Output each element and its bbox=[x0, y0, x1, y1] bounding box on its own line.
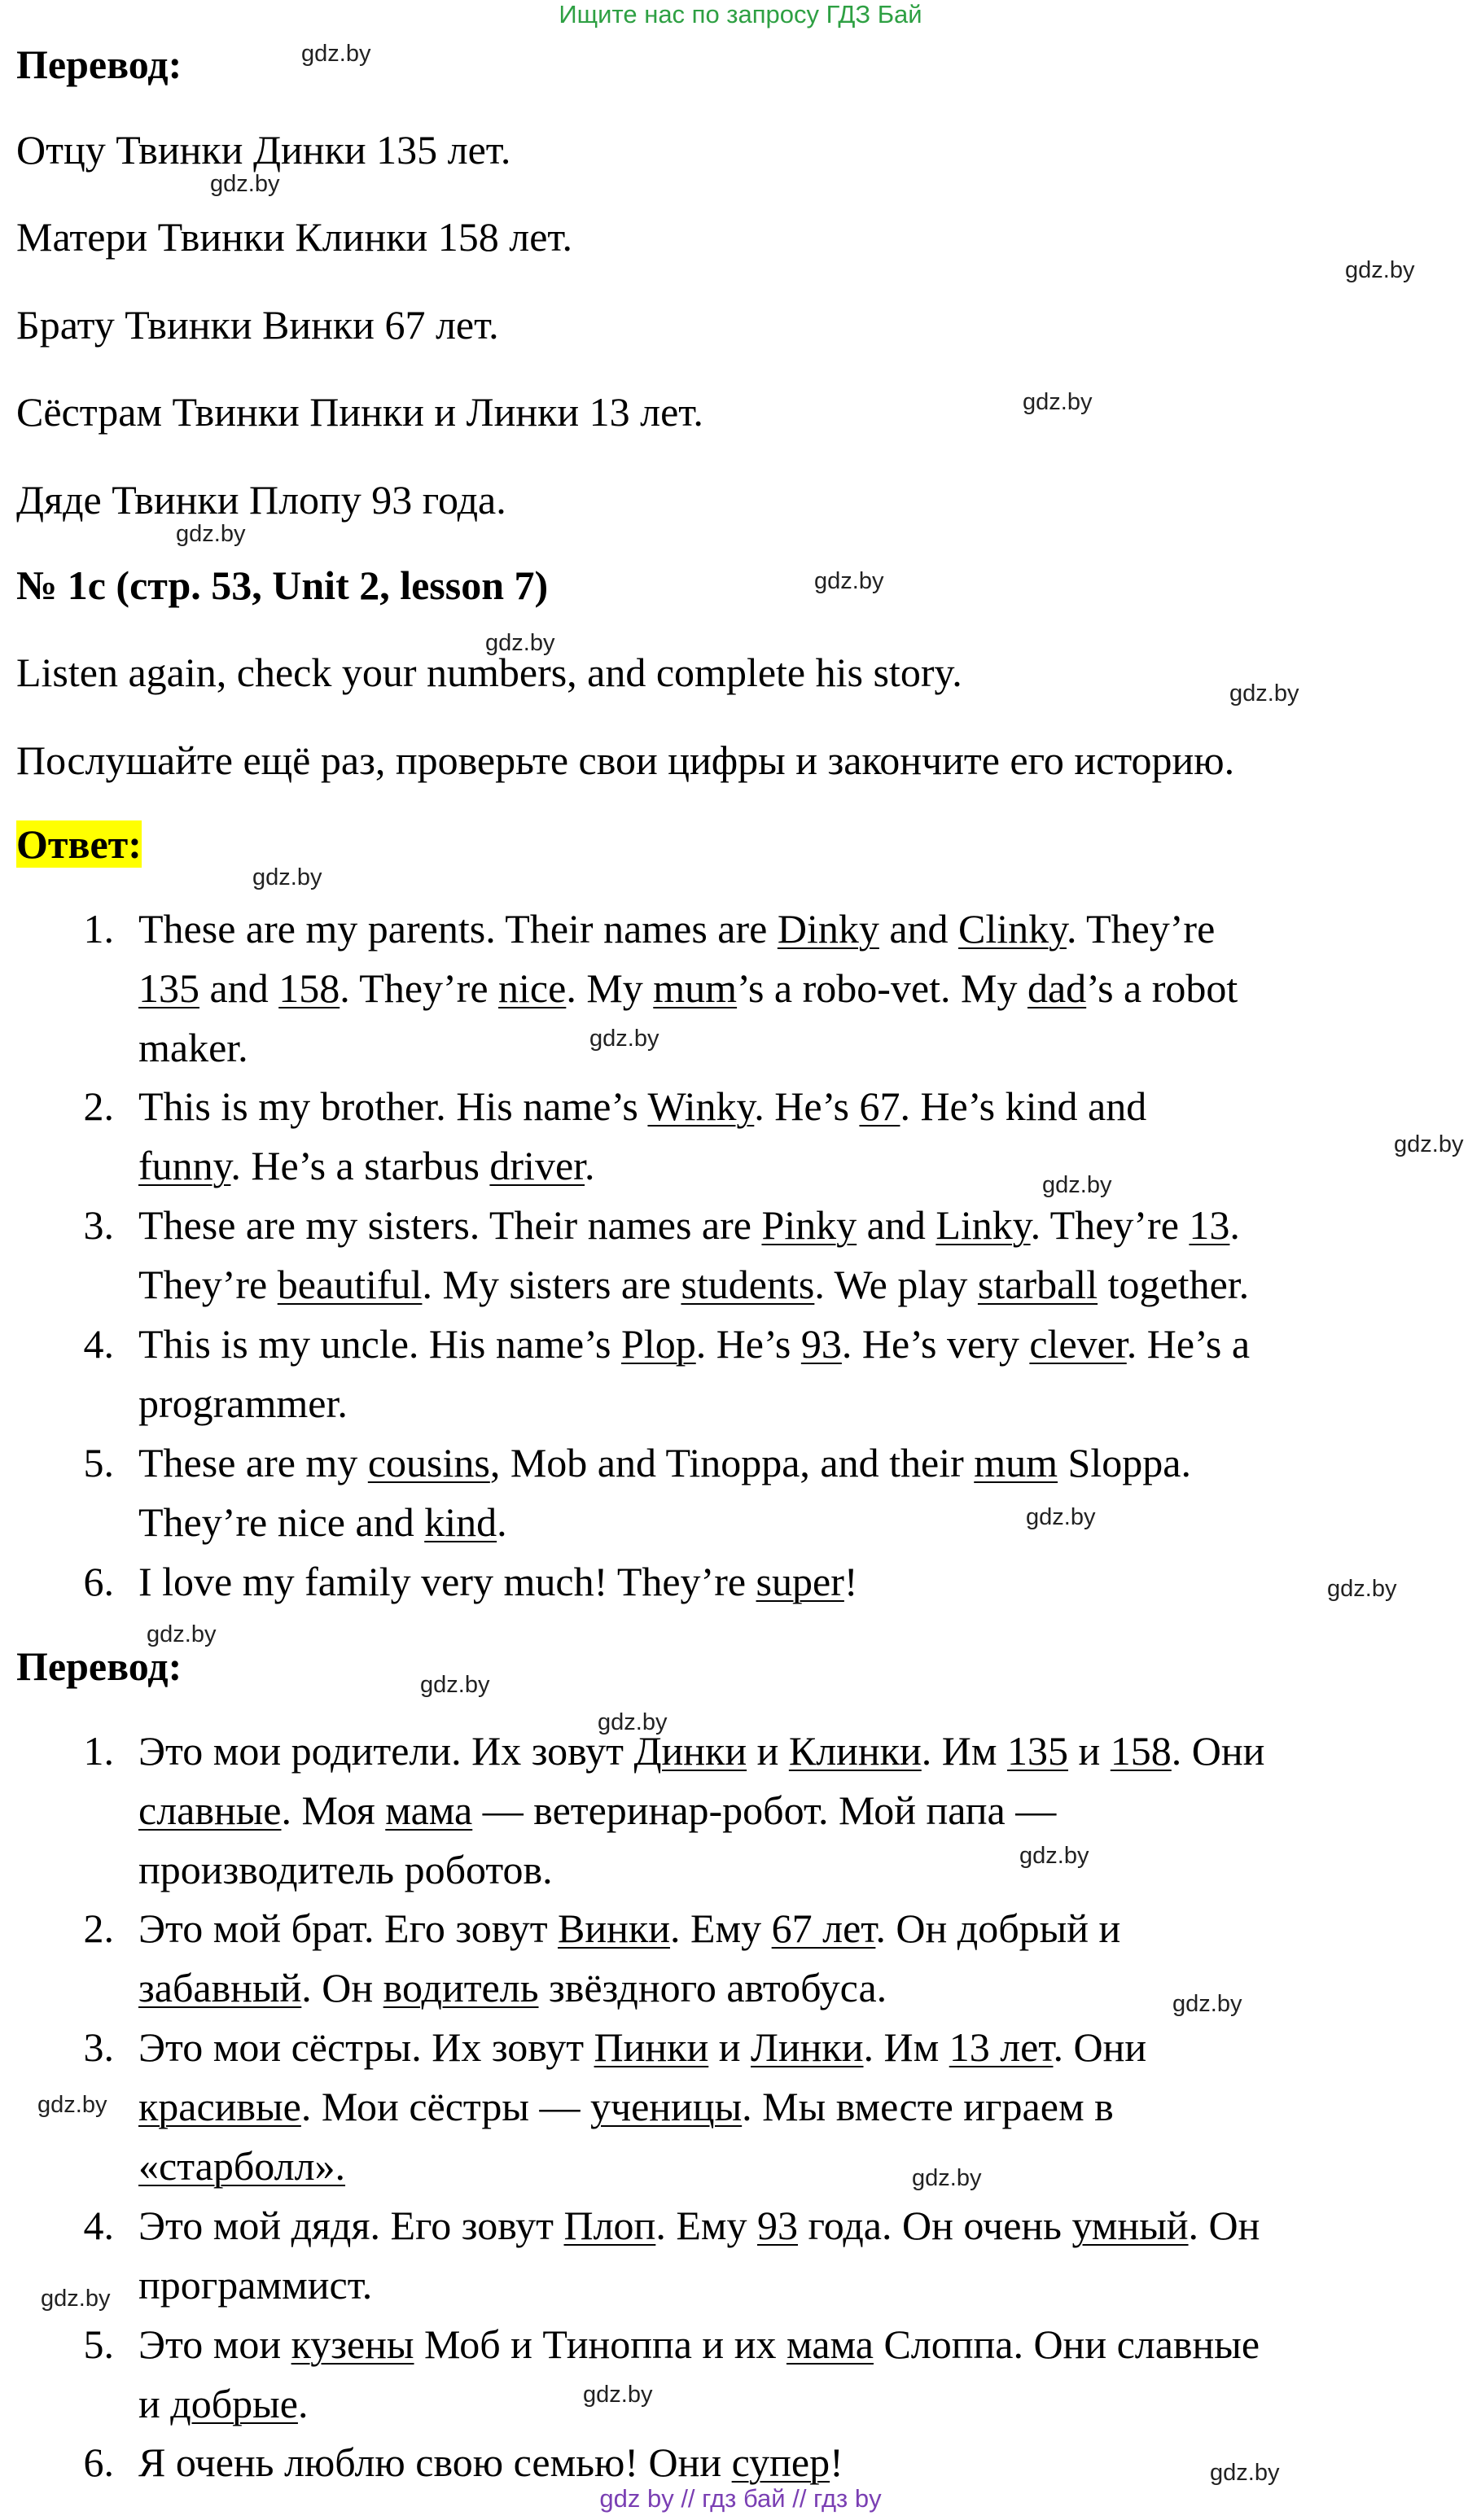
translation-item-3-line-1: Это мои сёстры. Их зовут Пинки и Линки. Им 13 лет. Они bbox=[138, 2024, 1147, 2070]
watermark: gdz.by bbox=[1229, 680, 1299, 707]
answer-item-3-line-2: They’re beautiful. My sisters are students. We play starball together. bbox=[138, 1262, 1250, 1307]
answer-item-2-line-2: funny. He’s a starbus driver. bbox=[138, 1143, 595, 1188]
answer-item-5-line-2: They’re nice and kind. bbox=[138, 1499, 507, 1545]
watermark: gdz.by bbox=[598, 1709, 668, 1735]
watermark: gdz.by bbox=[1210, 2460, 1280, 2486]
answer-item-1-line-3: maker. bbox=[138, 1025, 248, 1070]
answer-number-1: 1. bbox=[83, 906, 114, 952]
translation-number-2: 2. bbox=[83, 1905, 114, 1951]
answer-number-5: 5. bbox=[83, 1440, 114, 1485]
translation-item-3-line-3: «старболл». bbox=[138, 2143, 346, 2189]
watermark: gdz.by bbox=[210, 171, 280, 197]
section1-line-3: Брату Твинки Винки 67 лет. bbox=[16, 302, 499, 348]
section1-line-4: Сёстрам Твинки Пинки и Линки 13 лет. bbox=[16, 389, 703, 435]
watermark: gdz.by bbox=[420, 1672, 490, 1698]
translation-item-1-line-1: Это мои родители. Их зовут Динки и Клинки. Им 135 и 158. Они bbox=[138, 1728, 1265, 1774]
answer-number-4: 4. bbox=[83, 1321, 114, 1367]
task-instruction-en: Listen again, check your numbers, and complete his story. bbox=[16, 650, 962, 695]
watermark: gdz.by bbox=[1172, 1991, 1242, 2017]
watermark: gdz.by bbox=[1023, 389, 1093, 415]
watermark: gdz.by bbox=[1026, 1504, 1096, 1530]
section1-line-1: Отцу Твинки Динки 135 лет. bbox=[16, 127, 511, 173]
answer-item-5-line-1: These are my cousins, Mob and Tinoppa, and their mum Sloppa. bbox=[138, 1440, 1191, 1485]
watermark: gdz.by bbox=[814, 568, 884, 594]
watermark: gdz.by bbox=[176, 521, 246, 547]
answer-item-1-line-1: These are my parents. Their names are Dinky and Clinky. They’re bbox=[138, 906, 1216, 952]
top-banner[interactable]: Ищите нас по запросу ГДЗ Бай bbox=[559, 0, 922, 28]
translation-item-2-line-2: забавный. Он водитель звёздного автобуса. bbox=[138, 1965, 887, 2010]
translation-heading: Перевод: bbox=[16, 1643, 182, 1689]
translation-item-4-line-1: Это мой дядя. Его зовут Плоп. Ему 93 года. Он очень умный. Он bbox=[138, 2203, 1260, 2248]
answer-item-3-line-1: These are my sisters. Their names are Pinky and Linky. They’re 13. bbox=[138, 1202, 1240, 1248]
answer-number-3: 3. bbox=[83, 1202, 114, 1248]
translation-item-3-line-2: красивые. Мои сёстры — ученицы. Мы вместе играем в bbox=[138, 2084, 1114, 2129]
answer-number-2: 2. bbox=[83, 1083, 114, 1129]
translation-item-2-line-1: Это мой брат. Его зовут Винки. Ему 67 лет. Он добрый и bbox=[138, 1905, 1121, 1951]
watermark: gdz.by bbox=[583, 2382, 653, 2408]
watermark: gdz.by bbox=[912, 2165, 982, 2191]
answer-item-6-line-1: I love my family very much! They’re super! bbox=[138, 1559, 858, 1604]
translation-item-1-line-3: производитель роботов. bbox=[138, 1847, 553, 1892]
translation-number-1: 1. bbox=[83, 1728, 114, 1774]
section1-line-5: Дяде Твинки Плопу 93 года. bbox=[16, 477, 506, 523]
answer-item-4-line-2: programmer. bbox=[138, 1380, 348, 1426]
translation-number-5: 5. bbox=[83, 2321, 114, 2367]
task-instruction-ru: Послушайте ещё раз, проверьте свои цифры и закончите его историю. bbox=[16, 737, 1235, 783]
task-title: № 1с (стр. 53, Unit 2, lesson 7) bbox=[16, 562, 549, 608]
answer-item-4-line-1: This is my uncle. His name’s Plop. He’s 93. He’s very clever. He’s a bbox=[138, 1321, 1251, 1367]
watermark: gdz.by bbox=[1345, 257, 1415, 283]
watermark: gdz.by bbox=[589, 1026, 659, 1052]
watermark: gdz.by bbox=[147, 1621, 217, 1647]
translation-item-4-line-2: программист. bbox=[138, 2262, 373, 2308]
translation-number-4: 4. bbox=[83, 2203, 114, 2248]
watermark: gdz.by bbox=[1327, 1576, 1397, 1602]
answer-number-6: 6. bbox=[83, 1559, 114, 1604]
watermark: gdz.by bbox=[1042, 1172, 1112, 1198]
watermark: gdz.by bbox=[252, 864, 322, 890]
answer-item-2-line-1: This is my brother. His name’s Winky. He’s 67. He’s kind and bbox=[138, 1083, 1147, 1129]
answer-item-1-line-2: 135 and 158. They’re nice. My mum’s a robo-vet. My dad’s a robot bbox=[138, 965, 1238, 1011]
translation-item-1-line-2: славные. Моя мама — ветеринар-робот. Мой папа — bbox=[138, 1787, 1057, 1833]
section1-line-2: Матери Твинки Клинки 158 лет. bbox=[16, 214, 572, 260]
watermark: gdz.by bbox=[1019, 1843, 1089, 1869]
watermark: gdz.by bbox=[1394, 1131, 1464, 1157]
translation-item-5-line-2: и добрые. bbox=[138, 2381, 309, 2426]
watermark: gdz.by bbox=[37, 2092, 107, 2118]
translation-item-6-line-1: Я очень люблю свою семью! Они супер! bbox=[138, 2439, 843, 2485]
answer-heading: Ответ: bbox=[16, 821, 142, 867]
translation-number-3: 3. bbox=[83, 2024, 114, 2070]
watermark: gdz.by bbox=[41, 2286, 111, 2312]
watermark: gdz.by bbox=[301, 41, 371, 67]
bottom-banner[interactable]: gdz by // гдз бай // гдз by bbox=[599, 2484, 882, 2513]
section1-heading: Перевод: bbox=[16, 42, 182, 87]
translation-number-6: 6. bbox=[83, 2439, 114, 2485]
watermark: gdz.by bbox=[485, 630, 555, 656]
translation-item-5-line-1: Это мои кузены Моб и Тиноппа и их мама Слоппа. Они славные bbox=[138, 2321, 1260, 2367]
